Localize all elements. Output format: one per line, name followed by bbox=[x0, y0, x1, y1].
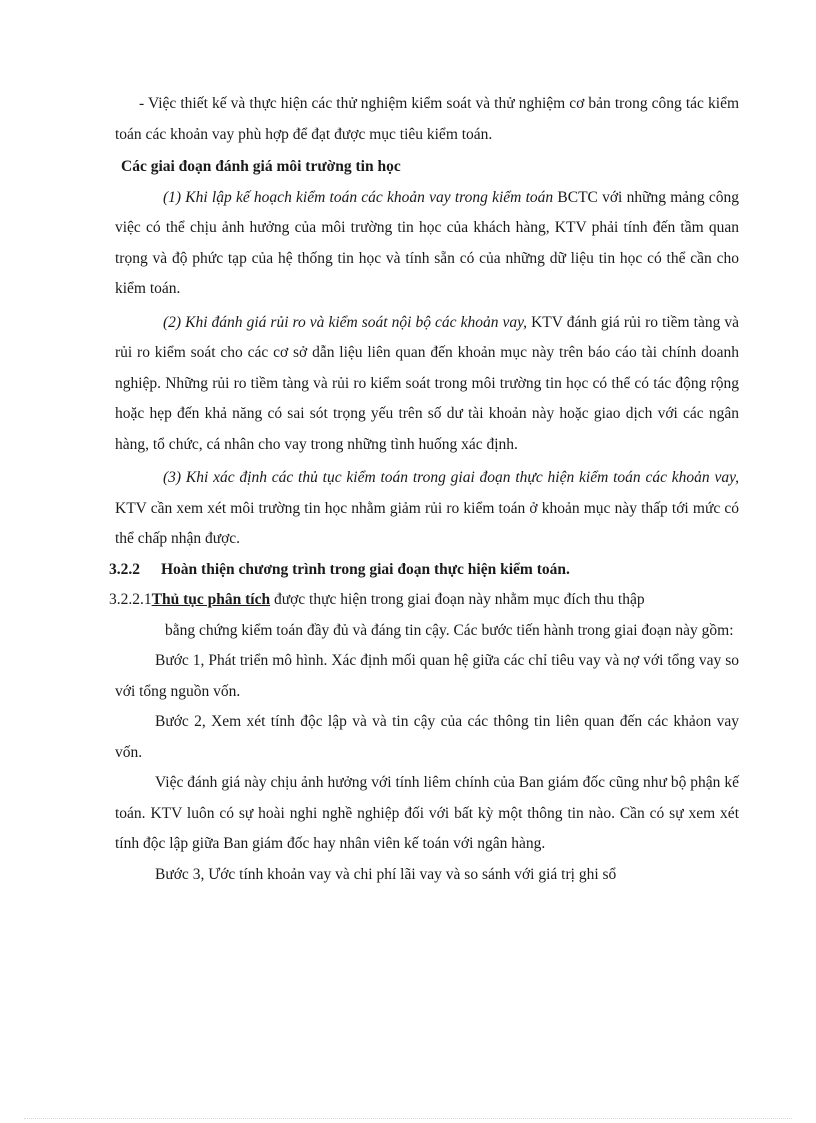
stage-3-lead: (3) Khi xác định các thủ tục kiểm toán trong giai đoạn thực hiện kiểm toán các khoản vay, bbox=[163, 469, 739, 486]
paragraph-stage-2 bbox=[115, 308, 739, 461]
section-3-2-2-1-continuation: bằng chứng kiểm toán đầy đủ và đáng tin cậy. Các bước tiến hành trong giai đoạn này gồm: bbox=[165, 621, 734, 639]
stage-3-text: KTV cần xem xét môi trường tin học nhằm giảm rủi ro kiểm toán ở khoản mục này thấp tới mức có thể chấp nhận được. bbox=[115, 499, 739, 547]
stage-2-lead: (2) Khi đánh giá rủi ro và kiểm soát nội bộ các khoản vay, bbox=[163, 313, 528, 331]
paragraph-step-2: Bước 2, Xem xét tính độc lập và và tin cậy của các thông tin liên quan đến các khảon vay vốn. bbox=[115, 713, 739, 761]
section-title-3-2-2-1: Thủ tục phân tích bbox=[151, 591, 271, 608]
paragraph-evaluation: Việc đánh giá này chịu ảnh hưởng với tính liêm chính của Ban giám đốc cũng như bộ phận kế toán. KTV luôn có sự hoài nghi nghề nghiệp đối với bất kỳ một thông tin nào. Cần có sự xem xét tính độc lập giữa Ban giám đốc hay nhân viên kế toán với ngân hàng. bbox=[115, 774, 739, 852]
section-number-3-2-2-1: 3.2.2.1 bbox=[109, 591, 152, 608]
section-3-2-2-1-line1: được thực hiện trong giai đoạn này nhằm mục đích thu thập bbox=[270, 591, 645, 608]
section-3-2-2-1 bbox=[109, 585, 739, 616]
document-body bbox=[109, 89, 740, 890]
paragraph-stage-3 bbox=[115, 463, 739, 555]
paragraph-stage-1 bbox=[115, 183, 739, 305]
section-heading-3-2-2 bbox=[109, 555, 739, 586]
paragraph-step-3: Bước 3, Ước tính khoản vay và chi phí lãi vay và so sánh với giá trị ghi sổ bbox=[155, 865, 617, 883]
stage-1-lead: (1) Khi lập kế hoạch kiểm toán các khoản vay trong kiểm toán bbox=[163, 188, 554, 206]
paragraph-design-tests: - Việc thiết kế và thực hiện các thử nghiệm kiểm soát và thử nghiệm cơ bản trong công tác kiểm toán các khoản vay phù hợp để đạt được mục tiêu kiểm toán. bbox=[115, 95, 739, 143]
stage-2-text: KTV đánh giá rủi ro tiềm tàng và rủi ro kiểm soát cho các cơ sở dẫn liệu liên quan đến khoản mục này trên báo cáo tài chính doanh nghiệp. Những rủi ro tiềm tàng và rủi ro kiểm soát trong môi trường tin học có thể có tác động rộng hoặc hẹp đến khả năng có sai sót trọng yếu trên số dư tài khoản này hoặc giao dịch với các ngân hàng, tổ chức, cá nhân cho vay trong những tình huống xác định. bbox=[115, 313, 739, 453]
section-title-3-2-2: Hoàn thiện chương trình trong giai đoạn thực hiện kiểm toán. bbox=[161, 560, 570, 578]
page-bottom-rule bbox=[24, 1118, 792, 1119]
section-number-3-2-2: 3.2.2 bbox=[109, 560, 140, 578]
section-heading-stages: Các giai đoạn đánh giá môi trường tin học bbox=[121, 158, 401, 175]
stage-1-text: BCTC với những mảng công việc có thể chịu ảnh hưởng của môi trường tin học của khách hàng, KTV phải tính đến tầm quan trọng và độ phức tạp của hệ thống tin học và tính sẵn có của những dữ liệu tin học có thể cần cho kiểm toán. bbox=[115, 188, 740, 297]
paragraph-step-1: Bước 1, Phát triển mô hình. Xác định mối quan hệ giữa các chỉ tiêu vay và nợ với tổng vay so với tổng nguồn vốn. bbox=[115, 652, 739, 700]
